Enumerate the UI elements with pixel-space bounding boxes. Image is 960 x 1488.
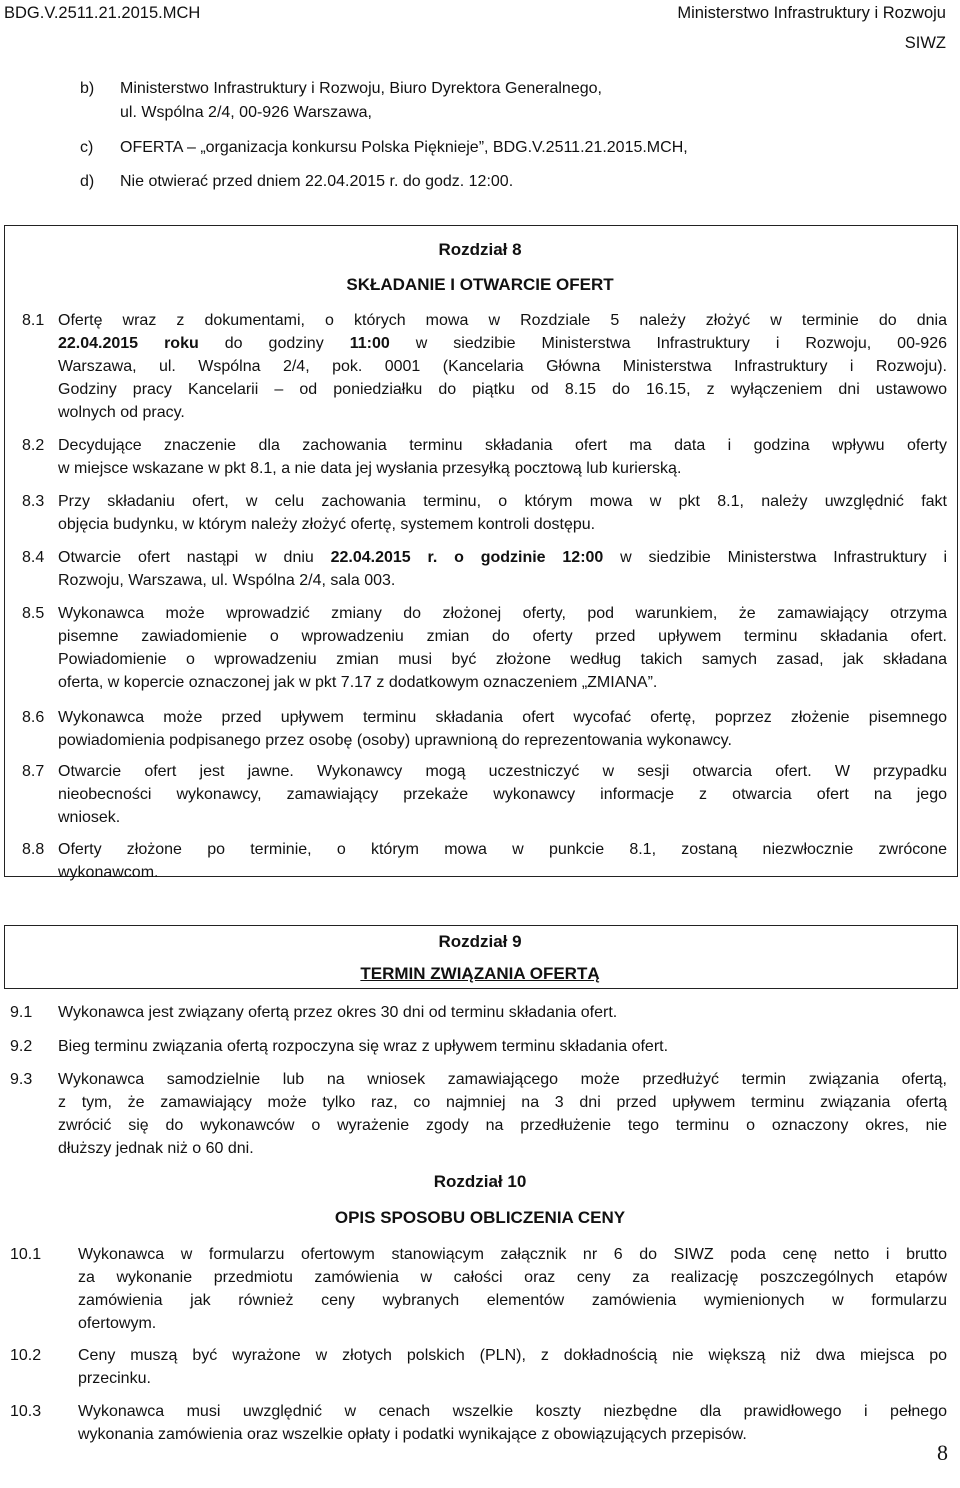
point-8-4-number: 8.4 — [22, 549, 45, 566]
point-8-1-number: 8.1 — [22, 312, 45, 329]
point-8-8-line2: wykonawcom. — [58, 864, 159, 881]
point-8-3-number: 8.3 — [22, 493, 45, 510]
point-10-1-line3: zamówienia jak również ceny wybranych elementów zamówienia wymienionych w formularzu — [78, 1292, 947, 1309]
point-8-1-line3: Warszawa, ul. Wspólna 2/4, pok. 0001 (Kancelaria Główna Ministerstwa Infrastruktury i Rozwoju). — [58, 358, 947, 375]
point-10-2-number: 10.2 — [10, 1347, 42, 1364]
header-siwz: SIWZ — [904, 34, 946, 52]
point-8-3-line1: Przy składaniu ofert, w celu zachowania terminu, o którym mowa w pkt 8.1, należy uwzględnić fakt — [58, 493, 947, 510]
address-c: OFERTA – „organizacja konkursu Polska Pięknieje”, BDG.V.2511.21.2015.MCH, — [120, 139, 688, 156]
point-8-2-number: 8.2 — [22, 437, 45, 454]
point-8-5-line4: oferta, w kopercie oznaczonej jak w pkt 7.17 z dodatkowym oznaczeniem „ZMIANA”. — [58, 674, 658, 691]
point-9-1-number: 9.1 — [10, 1004, 33, 1021]
point-10-3-line2: wykonania zamówienia oraz wszelkie opłaty i podatki wynikające z obowiązujących przepisów. — [78, 1426, 747, 1443]
point-8-7-number: 8.7 — [22, 763, 45, 780]
point-10-3-line1: Wykonawca musi uwzględnić w cenach wszelkie koszty niezbędne dla prawidłowego i pełnego — [78, 1403, 947, 1420]
list-label-b: b) — [80, 80, 95, 97]
point-9-3-line3: zwrócić się do wykonawców o wyrażenie zgody na przedłużenie tego terminu o oznaczony okres, nie — [58, 1117, 947, 1134]
point-8-2 — [58, 434, 947, 480]
point-8-1-line1: Ofertę wraz z dokumentami, o których mowa w Rozdziale 5 należy złożyć w terminie do dnia — [58, 312, 947, 329]
point-8-8 — [58, 838, 947, 884]
point-9-3-number: 9.3 — [10, 1071, 33, 1088]
header-ministry: Ministerstwo Infrastruktury i Rozwoju — [677, 4, 946, 22]
point-9-1: Wykonawca jest związany ofertą przez okres 30 dni od terminu składania ofert. — [58, 1004, 618, 1021]
point-10-1-number: 10.1 — [10, 1246, 42, 1263]
point-8-1-hour: 11:00 — [349, 335, 390, 352]
point-10-1-line1: Wykonawca w formularzu ofertowym stanowiącym załącznik nr 6 do SIWZ poda cenę netto i brutto — [78, 1246, 947, 1263]
point-8-7-line2: nieobecności wykonawcy, zamawiający przekaże wykonawcy informacje z otwarcia ofert na jego — [58, 786, 947, 803]
point-8-4-hour: o godzinie 12:00 — [454, 549, 604, 566]
chapter-8-subtitle: SKŁADANIE I OTWARCIE OFERT — [346, 275, 614, 294]
point-10-2-line1: Ceny muszą być wyrażone w złotych polskich (PLN), z dokładnością nie większą niż dwa miejsca po — [78, 1347, 947, 1364]
address-d: Nie otwierać przed dniem 22.04.2015 r. do godz. 12:00. — [120, 173, 514, 190]
point-10-1-line2: za wykonanie przedmiotu zamówienia w całości oraz ceny za realizację poszczególnych etapów — [78, 1269, 947, 1286]
point-8-4-line1 — [58, 546, 947, 569]
point-8-2-line1: Decydujące znaczenie dla zachowania terminu składania ofert ma data i godzina wpływu oferty — [58, 437, 947, 454]
point-8-3-line2: objęcia budynku, w którym należy złożyć ofertę, systemem kontroli dostępu. — [58, 516, 596, 533]
point-8-1-hour-text: do godziny — [198, 335, 350, 352]
point-8-4 — [58, 546, 947, 592]
point-8-6-line2: powiadomienia podpisanego przez osobę (osoby) uprawnioną do reprezentowania wykonawcy. — [58, 732, 732, 749]
point-10-1 — [78, 1243, 947, 1335]
point-8-1-line5: wolnych od pracy. — [58, 404, 185, 421]
chapter-10-title: Rozdział 10 — [433, 1172, 527, 1191]
address-b — [120, 77, 602, 125]
point-8-6-number: 8.6 — [22, 709, 45, 726]
point-10-3 — [78, 1400, 947, 1446]
page-number: 8 — [937, 1440, 948, 1465]
address-b-line1: Ministerstwo Infrastruktury i Rozwoju, Biuro Dyrektora Generalnego, — [120, 80, 602, 97]
point-10-3-number: 10.3 — [10, 1403, 42, 1420]
point-8-4-line2: Rozwoju, Warszawa, ul. Wspólna 2/4, sala 003. — [58, 572, 396, 589]
point-8-7-line1: Otwarcie ofert jest jawne. Wykonawcy mogą uczestniczyć w sesji otwarcia ofert. W przypadku — [58, 763, 947, 780]
point-10-1-line4: ofertowym. — [78, 1315, 157, 1332]
point-8-1-line4: Godziny pracy Kancelarii – od poniedziałku do piątku od 8.15 do 16.15, z wyłączeniem dni ustawowo — [58, 381, 947, 398]
list-label-c: c) — [80, 139, 94, 156]
point-9-3-line1: Wykonawca samodzielnie lub na wniosek zamawiającego może przedłużyć termin związania ofertą, — [58, 1071, 947, 1088]
point-8-4-text: Otwarcie ofert nastąpi w dniu — [58, 549, 331, 566]
point-8-3 — [58, 490, 947, 536]
point-8-5-line2: pisemne zawiadomienie o wprowadzeniu zmian do oferty przed upływem terminu składania ofert. — [58, 628, 947, 645]
point-9-3 — [58, 1068, 947, 1160]
chapter-10-subtitle: OPIS SPOSOBU OBLICZENIA CENY — [334, 1208, 626, 1227]
chapter-9-title: Rozdział 9 — [438, 932, 522, 951]
point-8-5-line1: Wykonawca może wprowadzić zmiany do złożonej oferty, pod warunkiem, że zamawiający otrzyma — [58, 605, 947, 622]
point-8-8-line1: Oferty złożone po terminie, o którym mowa w punkcie 8.1, zostaną niezwłocznie zwrócone — [58, 841, 947, 858]
point-8-2-line2: w miejsce wskazane w pkt 8.1, a nie data jej wysłania przesyłką pocztową lub kurierską. — [58, 460, 682, 477]
address-b-line2: ul. Wspólna 2/4, 00-926 Warszawa, — [120, 104, 372, 121]
list-label-d: d) — [80, 173, 95, 190]
point-8-5-number: 8.5 — [22, 605, 45, 622]
point-9-2-number: 9.2 — [10, 1038, 33, 1055]
point-8-5 — [58, 602, 947, 694]
point-9-3-line2: z tym, że zamawiający może tylko raz, co najmniej na 3 dni przed upływem terminu związania ofertą — [58, 1094, 947, 1111]
point-8-1-place: w siedzibie Ministerstwa Infrastruktury i Rozwoju, 00-926 — [389, 335, 948, 352]
point-8-4-place: w siedzibie Ministerstwa Infrastruktury i — [603, 549, 948, 566]
point-9-3-line4: dłuższy jednak niż o 60 dni. — [58, 1140, 254, 1157]
point-10-2 — [78, 1344, 947, 1390]
point-8-1 — [58, 309, 947, 424]
point-8-1-line2 — [58, 332, 947, 355]
point-8-1-date: 22.04.2015 roku — [58, 335, 199, 352]
point-8-7 — [58, 760, 947, 829]
point-8-6 — [58, 706, 947, 752]
point-8-5-line3: Powiadomienie o wprowadzeniu zmian musi być złożone według takich samych zasad, jak składana — [58, 651, 947, 668]
chapter-8-title: Rozdział 8 — [438, 240, 522, 259]
chapter-9-subtitle: TERMIN ZWIĄZANIA OFERTĄ — [360, 964, 600, 983]
point-8-8-number: 8.8 — [22, 841, 45, 858]
point-8-7-line3: wniosek. — [58, 809, 121, 826]
point-8-6-line1: Wykonawca może przed upływem terminu składania ofert wycofać ofertę, poprzez złożenie pisemnego — [58, 709, 947, 726]
point-10-2-line2: przecinku. — [78, 1370, 151, 1387]
header-reference: BDG.V.2511.21.2015.MCH — [4, 4, 201, 22]
point-8-4-date: 22.04.2015 r. — [330, 549, 438, 566]
point-9-2: Bieg terminu związania ofertą rozpoczyna się wraz z upływem terminu składania ofert. — [58, 1038, 669, 1055]
